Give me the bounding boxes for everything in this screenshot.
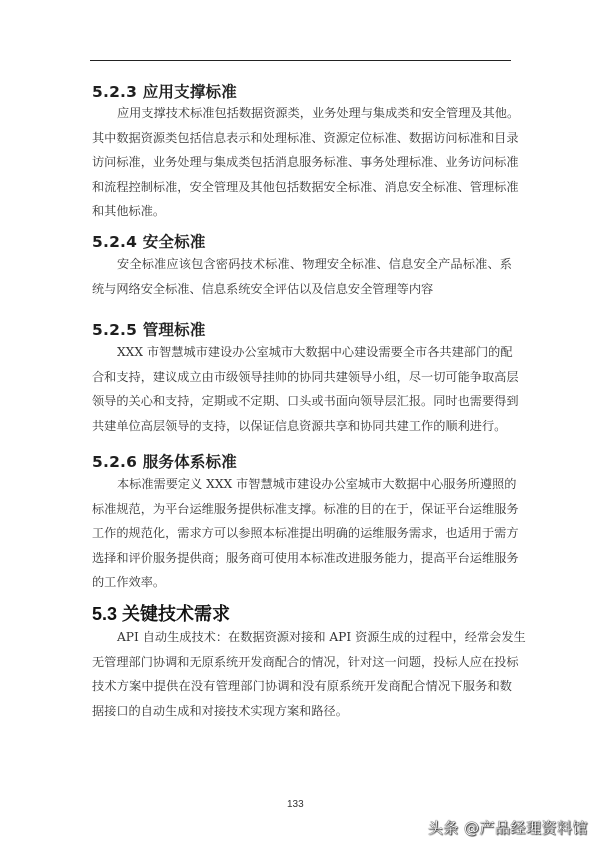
- section-heading-5-2-6: 5.2.6 服务体系标准: [92, 453, 237, 471]
- text-line: API 自动生成技术：在数据资源对接和 API 资源生成的过程中，经常会发生: [117, 630, 526, 644]
- section-heading-5-3: 5.3 关键技术需求: [92, 604, 231, 624]
- section-body-5-2-6: [92, 472, 519, 595]
- text-line: 据接口的自动生成和对接技术实现方案和路径。: [92, 703, 348, 718]
- text-line: 选择和评价服务提供商；服务商可使用本标准改进服务能力，提高平台运维服务: [92, 550, 519, 565]
- text-line: 共建单位高层领导的支持，以保证信息资源共享和协同共建工作的顺利进行。: [92, 418, 507, 433]
- text-line: 本标准需要定义 XXX 市智慧城市建设办公室城市大数据中心服务所遵照的: [117, 477, 517, 491]
- page-number: 133: [287, 799, 304, 810]
- header-rule: [90, 60, 511, 61]
- text-line: 和流程控制标准，安全管理及其他包括数据安全标准、消息安全标准、管理标准: [92, 179, 519, 194]
- text-line: 安全标准应该包含密码技术标准、物理安全标准、信息安全产品标准、系: [117, 257, 512, 271]
- text-line: 的工作效率。: [92, 575, 166, 589]
- text-line: 合和支持，建议成立由市级领导挂帅的协同共建领导小组，尽一切可能争取高层: [92, 369, 519, 384]
- section-body-5-3: [92, 625, 526, 723]
- watermark: 头条 @产品经理资料馆: [427, 819, 588, 837]
- text-line: 其中数据资源类包括信息表示和处理标准、资源定位标准、数据访问标准和目录: [92, 130, 519, 145]
- section-body-5-2-3: [92, 101, 520, 224]
- text-line: 无管理部门协调和无原系统开发商配合的情况，针对这一问题，投标人应在投标: [92, 654, 519, 669]
- text-line: XXX 市智慧城市建设办公室城市大数据中心建设需要全市各共建部门的配: [117, 345, 513, 359]
- section-heading-5-2-4: 5.2.4 安全标准: [92, 233, 206, 251]
- section-heading-5-2-5: 5.2.5 管理标准: [92, 321, 206, 339]
- section-heading-5-2-3: 5.2.3 应用支撑标准: [92, 83, 237, 101]
- text-line: 领导的关心和支持，定期或不定期、口头或书面向领导层汇报。同时也需要得到: [92, 394, 519, 408]
- text-line: 统与网络安全标准、信息系统安全评估以及信息安全管理等内容: [92, 281, 434, 296]
- section-body-5-2-4: [92, 252, 512, 301]
- text-line: 工作的规范化，需求方可以参照本标准提出明确的运维服务需求，也适用于需方: [92, 526, 519, 540]
- text-line: 应用支撑技术标准包括数据资源类，业务处理与集成类和安全管理及其他。: [117, 106, 520, 120]
- section-body-5-2-5: [92, 340, 519, 438]
- text-line: 标准规范，为平台运维服务提供标准支撑。标准的目的在于，保证平台运维服务: [92, 501, 519, 516]
- text-line: 和其他标准。: [92, 204, 166, 218]
- text-line: 访问标准，业务处理与集成类包括消息服务标准、事务处理标准、业务访问标准: [92, 155, 519, 169]
- text-line: 技术方案中提供在没有管理部门协调和没有原系统开发商配合情况下服务和数: [92, 679, 512, 693]
